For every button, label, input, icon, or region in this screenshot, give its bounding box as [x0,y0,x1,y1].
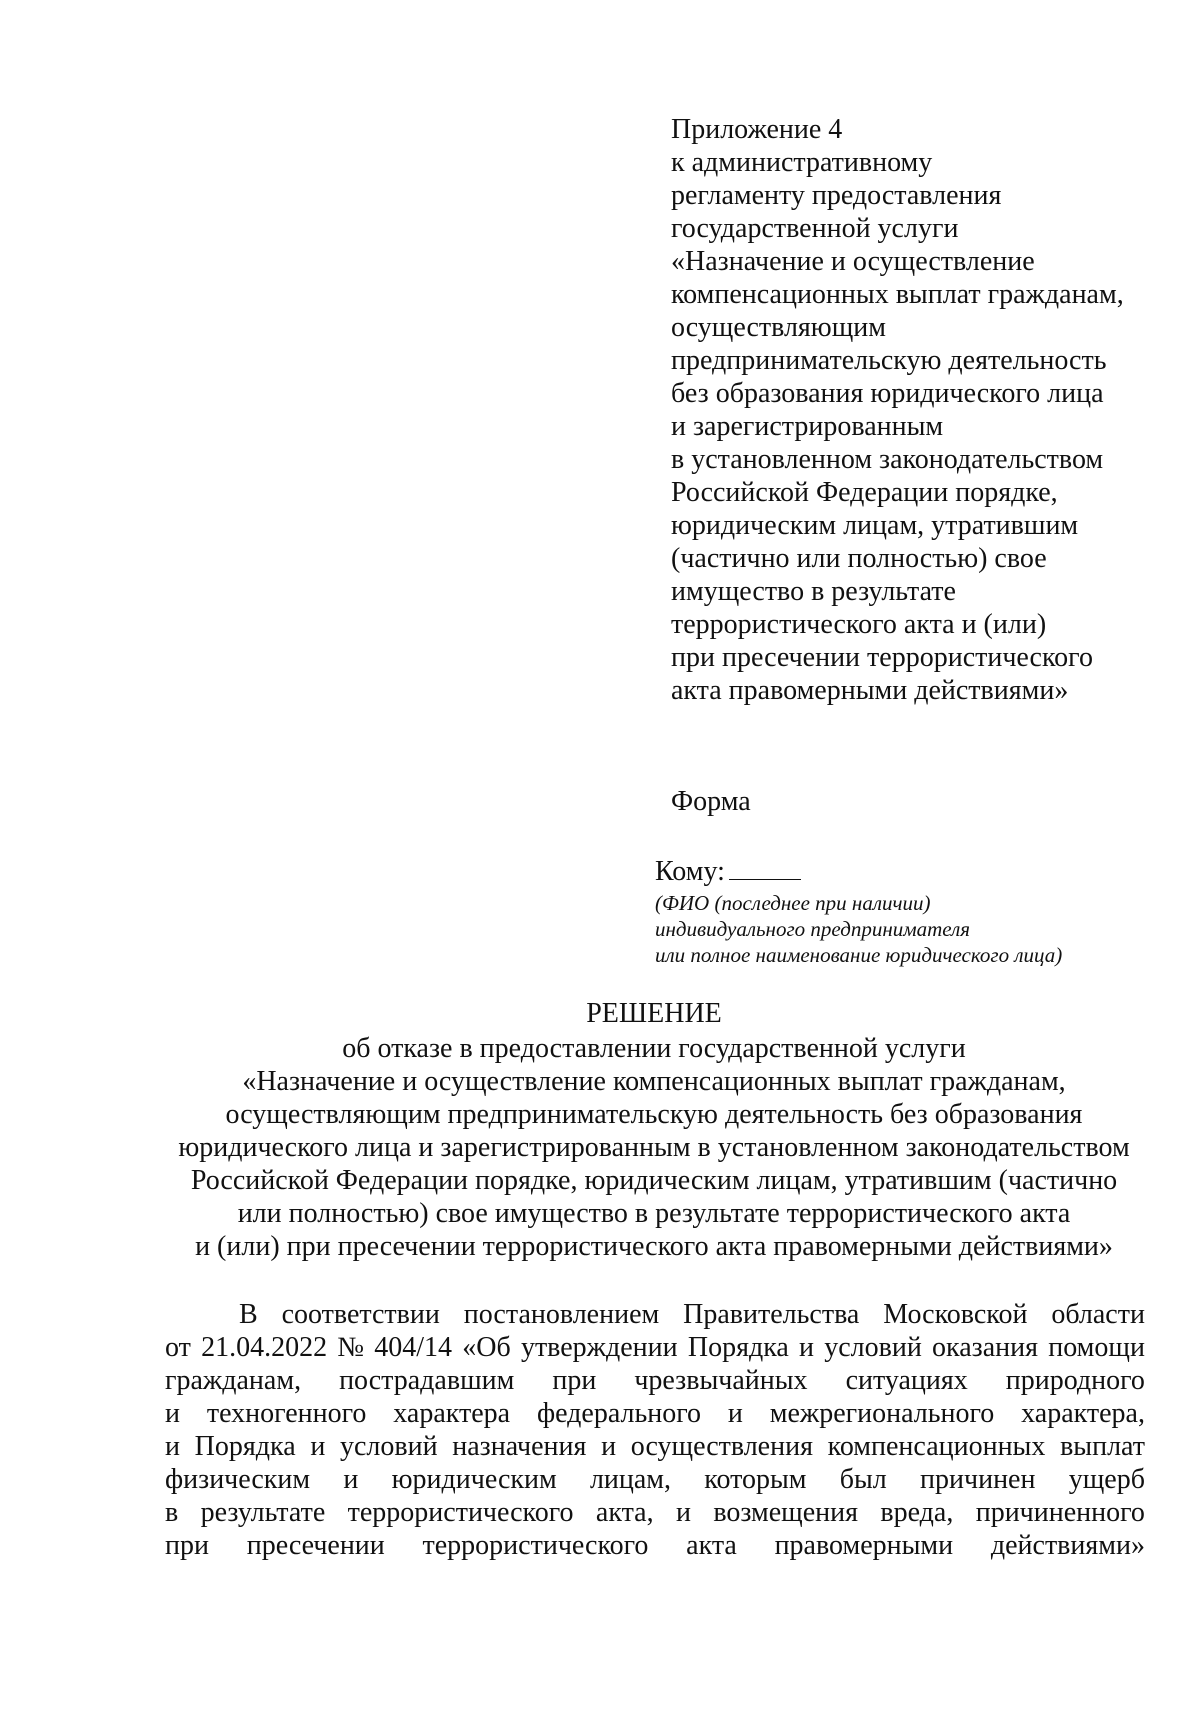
body-line [165,1298,1145,1331]
body-word: акта [686,1530,737,1561]
body-word: межрегионального [769,1398,995,1429]
body-word: и [601,1431,617,1462]
decision-title: РЕШЕНИЕ [586,998,722,1029]
appendix-line: при пресечении террористического [671,642,1093,673]
body-word: Порядка [687,1332,789,1363]
body-word: причиненного [975,1497,1145,1528]
body-word: техногенного [206,1398,367,1429]
body-line [165,1430,1145,1463]
body-word: федерального [536,1398,702,1429]
body-word: 404/14 [374,1332,453,1363]
appendix-line: «Назначение и осуществление [671,246,1035,277]
body-word: Московской [883,1299,1028,1330]
body-word: пострадавшим [339,1365,515,1396]
recipient-blank [729,855,801,880]
form-label: Форма [671,786,751,817]
decision-subtitle-line: осуществляющим предпринимательскую деятельность без образования [225,1099,1083,1130]
body-word: осуществления [630,1431,813,1462]
body-word: чрезвычайных [634,1365,808,1396]
body-word: помощи [1048,1332,1145,1363]
decision-subtitle-line: или полностью) свое имущество в результате террористического акта [237,1198,1071,1229]
body-word: и [165,1431,180,1462]
body-word: компенсационных [827,1431,1046,1462]
body-word: юридическим [391,1464,557,1495]
body-word: правомерными [774,1530,954,1561]
body-word: характера, [1021,1398,1145,1429]
body-word: характера [393,1398,511,1429]
body-word: которым [704,1464,807,1495]
body-word: и [310,1431,326,1462]
body-line [165,1463,1145,1496]
body-line [165,1496,1145,1529]
body-word: постановлением [463,1299,660,1330]
appendix-line: имущество в результате [671,576,956,607]
body-line [165,1331,1145,1364]
appendix-line: в установленном законодательством [671,444,1104,475]
decision-subtitle-line: и (или) при пресечении террористического акта правомерными действиями» [195,1231,1113,1262]
appendix-line: без образования юридического лица [671,378,1104,409]
body-word: пресечении [246,1530,385,1561]
appendix-line: осуществляющим [671,312,886,343]
body-word: и [343,1464,359,1495]
body-word: террористического [347,1497,574,1528]
body-word: условий [339,1431,438,1462]
recipient-hint-line: индивидуального предпринимателя [655,917,971,941]
body-word: «Об [462,1332,511,1363]
body-word: оказания [932,1332,1038,1363]
body-word: назначения [452,1431,587,1462]
body-word: гражданам, [165,1365,302,1396]
body-paragraph [165,1298,1145,1562]
body-word: был [839,1464,887,1495]
body-word: причинен [920,1464,1036,1495]
body-word: соответствии [281,1299,440,1330]
body-word: физическим [165,1464,311,1495]
body-word: ситуациях [845,1365,968,1396]
appendix-line: государственной услуги [671,213,959,244]
appendix-line: предпринимательскую деятельность [671,345,1107,376]
appendix-line: компенсационных выплат гражданам, [671,279,1124,310]
body-word: при [165,1530,209,1561]
appendix-line: регламенту предоставления [671,180,1002,211]
decision-subtitle [150,1032,1158,1263]
body-word: вреда, [880,1497,954,1528]
body-word: условий [824,1332,922,1363]
appendix-line: и зарегистрированным [671,411,944,442]
appendix-line: террористического акта и (или) [671,609,1047,640]
recipient-label: Кому: [655,856,725,887]
recipient-block [655,855,1195,968]
body-word: и [727,1398,743,1429]
body-word: области [1051,1299,1145,1330]
body-word: и [799,1332,815,1363]
body-word: выплат [1060,1431,1145,1462]
body-line [165,1529,1145,1562]
body-word: природного [1005,1365,1145,1396]
body-word: утверждении [520,1332,678,1363]
appendix-line: акта правомерными действиями» [671,675,1069,706]
body-word: В [239,1299,258,1330]
body-word: в [165,1497,179,1528]
appendix-line: Приложение 4 [671,114,843,145]
appendix-header [671,113,1191,707]
body-word: террористического [422,1530,649,1561]
body-word: акта, [595,1497,654,1528]
body-word: № [337,1332,365,1363]
recipient-hint-line: или полное наименование юридического лица) [655,943,1063,967]
body-word: лицам, [589,1464,672,1495]
body-word: Порядка [194,1431,296,1462]
body-word: 21.04.2022 [201,1332,328,1363]
recipient-hint [655,890,1195,968]
recipient-line [655,855,1195,888]
appendix-line: Российской Федерации порядке, [671,477,1058,508]
body-word: при [552,1365,597,1396]
body-word: результате [200,1497,326,1528]
appendix-line: к административному [671,147,933,178]
body-word: и [165,1398,180,1429]
body-word: Правительства [683,1299,860,1330]
recipient-hint-line: (ФИО (последнее при наличии) [655,891,931,915]
appendix-line: юридическим лицам, утратившим [671,510,1079,541]
body-word: и [675,1497,691,1528]
decision-subtitle-line: Российской Федерации порядке, юридическим лицам, утратившим (частично [190,1165,1118,1196]
decision-subtitle-line: «Назначение и осуществление компенсационных выплат гражданам, [242,1066,1066,1097]
body-word: ущерб [1068,1464,1145,1495]
decision-subtitle-line: юридического лица и зарегистрированным в установленном законодательством [178,1132,1130,1163]
body-word: действиями» [990,1530,1145,1561]
decision-subtitle-line: об отказе в предоставлении государственной услуги [342,1033,966,1064]
body-line [165,1397,1145,1430]
body-line [165,1364,1145,1397]
body-word: возмещения [713,1497,858,1528]
appendix-line: (частично или полностью) свое [671,543,1047,574]
body-word: от [165,1332,191,1363]
